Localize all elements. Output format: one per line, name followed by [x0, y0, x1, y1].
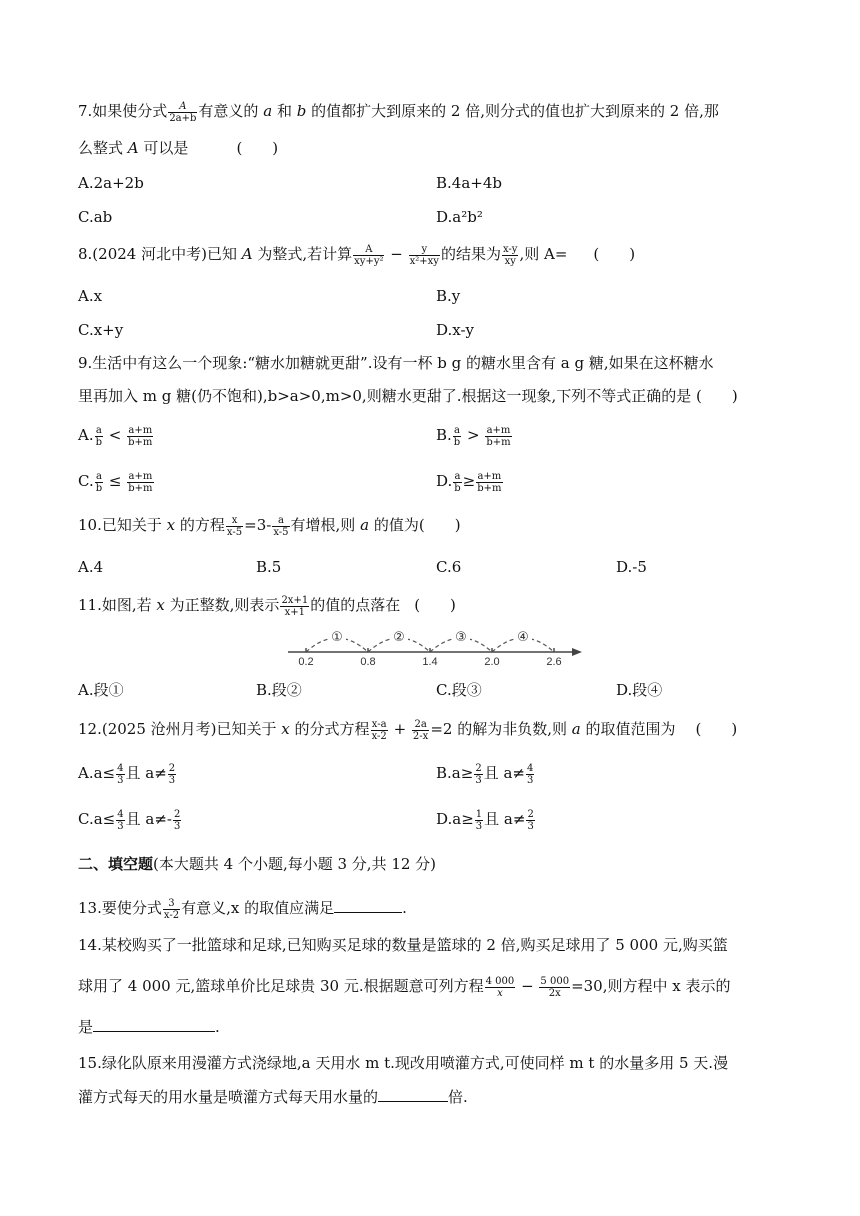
q14-line3: 是 .	[78, 1018, 220, 1036]
q8-answer-paren: ( )	[593, 245, 636, 263]
q11-option-a: A.段①	[78, 681, 124, 699]
q15-line1: 15.绿化队原来用漫灌方式浇绿地,a 天用水 m t.现改用喷灌方式,可使同样 m t 的水量多用 5 天.漫	[78, 1054, 729, 1072]
q12-option-d: D.a≥ $\frac{1}{3}$ 且 a≠ $\frac{2}{3}$	[436, 808, 534, 832]
q9-option-b: B. $\frac{a}{b}$ > $\frac{a+m}{b+m}$	[436, 424, 511, 448]
tick-label: 2.6	[546, 656, 562, 668]
q14-fraction-2: $\frac{5 000}{2x}$	[540, 975, 570, 999]
q8-option-a: A.x	[78, 287, 103, 305]
q12-option-c: C.a≤ $\frac{4}{3}$ 且 a≠- $\frac{2}{3}$	[78, 808, 181, 832]
q10-option-a: A.4	[78, 558, 104, 576]
tick-label: 0.2	[298, 656, 314, 668]
q10-option-d: D.-5	[616, 558, 647, 576]
segment-label-4: ④	[517, 629, 529, 644]
q8-fraction-2: $\frac{y}{\text{x²+xy}}$	[409, 243, 439, 267]
q13-line: 13.要使分式 $\frac{3}{x-2}$ 有意义,x 的取值应满足 .	[78, 897, 407, 921]
q7-option-a: A.2a+2b	[78, 174, 144, 192]
q12-answer-paren: ( )	[695, 720, 738, 738]
tick-label: 0.8	[360, 656, 376, 668]
q10-option-c: C.6	[436, 558, 462, 576]
axis-arrow-icon	[572, 648, 582, 656]
q10-line: 10.已知关于 x 的方程 $\frac{x}{x-5}$ =3- $\frac{a}{x-5}$ 有增根,则 a 的值为( )	[78, 514, 461, 538]
q8-option-d: D.x-y	[436, 321, 474, 339]
segment-label-3: ③	[455, 629, 467, 644]
q7-line2: 么整式 A 可以是 ( )	[78, 139, 279, 157]
tick-label: 2.0	[484, 656, 500, 668]
q12-option-a: A.a≤ $\frac{4}{3}$ 且 a≠ $\frac{2}{3}$	[78, 762, 176, 786]
segment-label-2: ②	[393, 629, 405, 644]
section-heading	[78, 853, 436, 875]
q9-option-c: C. $\frac{a}{b}$ ≤ $\frac{a+m}{b+m}$	[78, 470, 153, 494]
q7-answer-paren: ( )	[236, 139, 279, 157]
q10-option-b: B.5	[256, 558, 282, 576]
q11-option-b: B.段②	[256, 681, 302, 699]
q14-answer-blank[interactable]	[93, 1017, 215, 1032]
q8-option-c: C.x+y	[78, 321, 124, 339]
q7-option-c: C.ab	[78, 208, 113, 226]
q9-line2: 里再加入 m g 糖(仍不饱和),b>a>0,m>0,则糖水更甜了.根据这一现象,下列不等式正确的是 ( )	[78, 387, 738, 405]
q9-option-a: A. $\frac{a}{b}$ < $\frac{a+m}{b+m}$	[78, 424, 153, 448]
q13-answer-blank[interactable]	[334, 898, 402, 913]
q7-line1: 7.如果使分式 $\frac{A}{2a+b}$ 有意义的 a 和 b 的值都扩大到原来的 2 倍,则分式的值也扩大到原来的 2 倍,那	[78, 100, 719, 124]
q11-answer-paren: ( )	[414, 596, 456, 614]
q7-pre: 7.如果使分式	[78, 102, 168, 120]
section-title: 二、填空题	[78, 855, 154, 873]
q7-fraction: $\frac{A}{2a+b}$	[169, 100, 197, 124]
q10-answer-paren: ( )	[418, 516, 461, 534]
q8-line: 8.(2024 河北中考)已知 A 为整式,若计算 $\frac{A}{\text{xy+y²}}$ − $\frac{y}{\text{x²+xy}}$ 的结果为 $\frac{x-y}{xy}$ ,则 A= ( )	[78, 243, 636, 267]
q11-option-d: D.段④	[616, 681, 663, 699]
q8-option-b: B.y	[436, 287, 461, 305]
section-note: (本大题共 4 个小题,每小题 3 分,共 12 分)	[153, 855, 437, 873]
q7-option-d: D.a²b²	[436, 208, 483, 226]
q15-answer-blank[interactable]	[378, 1087, 448, 1102]
q10-fraction-1: $\frac{x}{x-5}$	[226, 514, 243, 538]
q13-fraction: $\frac{3}{x-2}$	[163, 897, 180, 921]
q8-fraction-1: $\frac{A}{\text{xy+y²}}$	[354, 243, 384, 267]
q15-line2: 灌方式每天的用水量是喷灌方式每天用水量的 倍.	[78, 1088, 468, 1106]
q12-line: 12.(2025 沧州月考)已知关于 x 的分式方程 $\frac{x-a}{x-2}$ + $\frac{2a}{2-x}$ =2 的解为非负数,则 a 的取值范围为 ( )	[78, 718, 738, 742]
q14-fraction-1: $\frac{4 000}{x}$	[485, 975, 515, 999]
q10-fraction-2: $\frac{a}{x-5}$	[273, 514, 289, 538]
q11-line: 11.如图,若 x 为正整数,则表示 $\frac{2x+1}{x+1}$ 的值的点落在 ( )	[78, 594, 456, 618]
segment-label-1: ①	[331, 629, 343, 644]
q14-line2: 球用了 4 000 元,篮球单价比足球贵 30 元.根据题意可列方程 $\frac{4 000}{x}$ − $\frac{5 000}{2x}$ =30,则方程中 x 表示的	[78, 975, 731, 999]
q12-fraction-1: $\frac{x-a}{x-2}$	[371, 718, 387, 742]
q8-fraction-3: $\frac{x-y}{xy}$	[502, 243, 518, 267]
tick-label: 1.4	[422, 656, 438, 668]
number-line-figure	[286, 622, 586, 668]
q11-fraction: $\frac{2x+1}{x+1}$	[281, 594, 309, 618]
q9-option-d: D. $\frac{a}{b}$ ≥ $\frac{a+m}{b+m}$	[436, 470, 502, 494]
q9-answer-paren: ( )	[696, 387, 738, 405]
q14-line1: 14.某校购买了一批篮球和足球,已知购买足球的数量是篮球的 2 倍,购买足球用了 5 000 元,购买篮	[78, 936, 728, 954]
q12-option-b: B.a≥ $\frac{2}{3}$ 且 a≠ $\frac{4}{3}$	[436, 762, 534, 786]
q9-line1: 9.生活中有这么一个现象:“糖水加糖就更甜”.设有一杯 b g 的糖水里含有 a g 糖,如果在这杯糖水	[78, 354, 714, 372]
q7-option-b: B.4a+4b	[436, 174, 502, 192]
q11-option-c: C.段③	[436, 681, 482, 699]
q12-fraction-2: $\frac{2a}{2-x}$	[412, 718, 429, 742]
